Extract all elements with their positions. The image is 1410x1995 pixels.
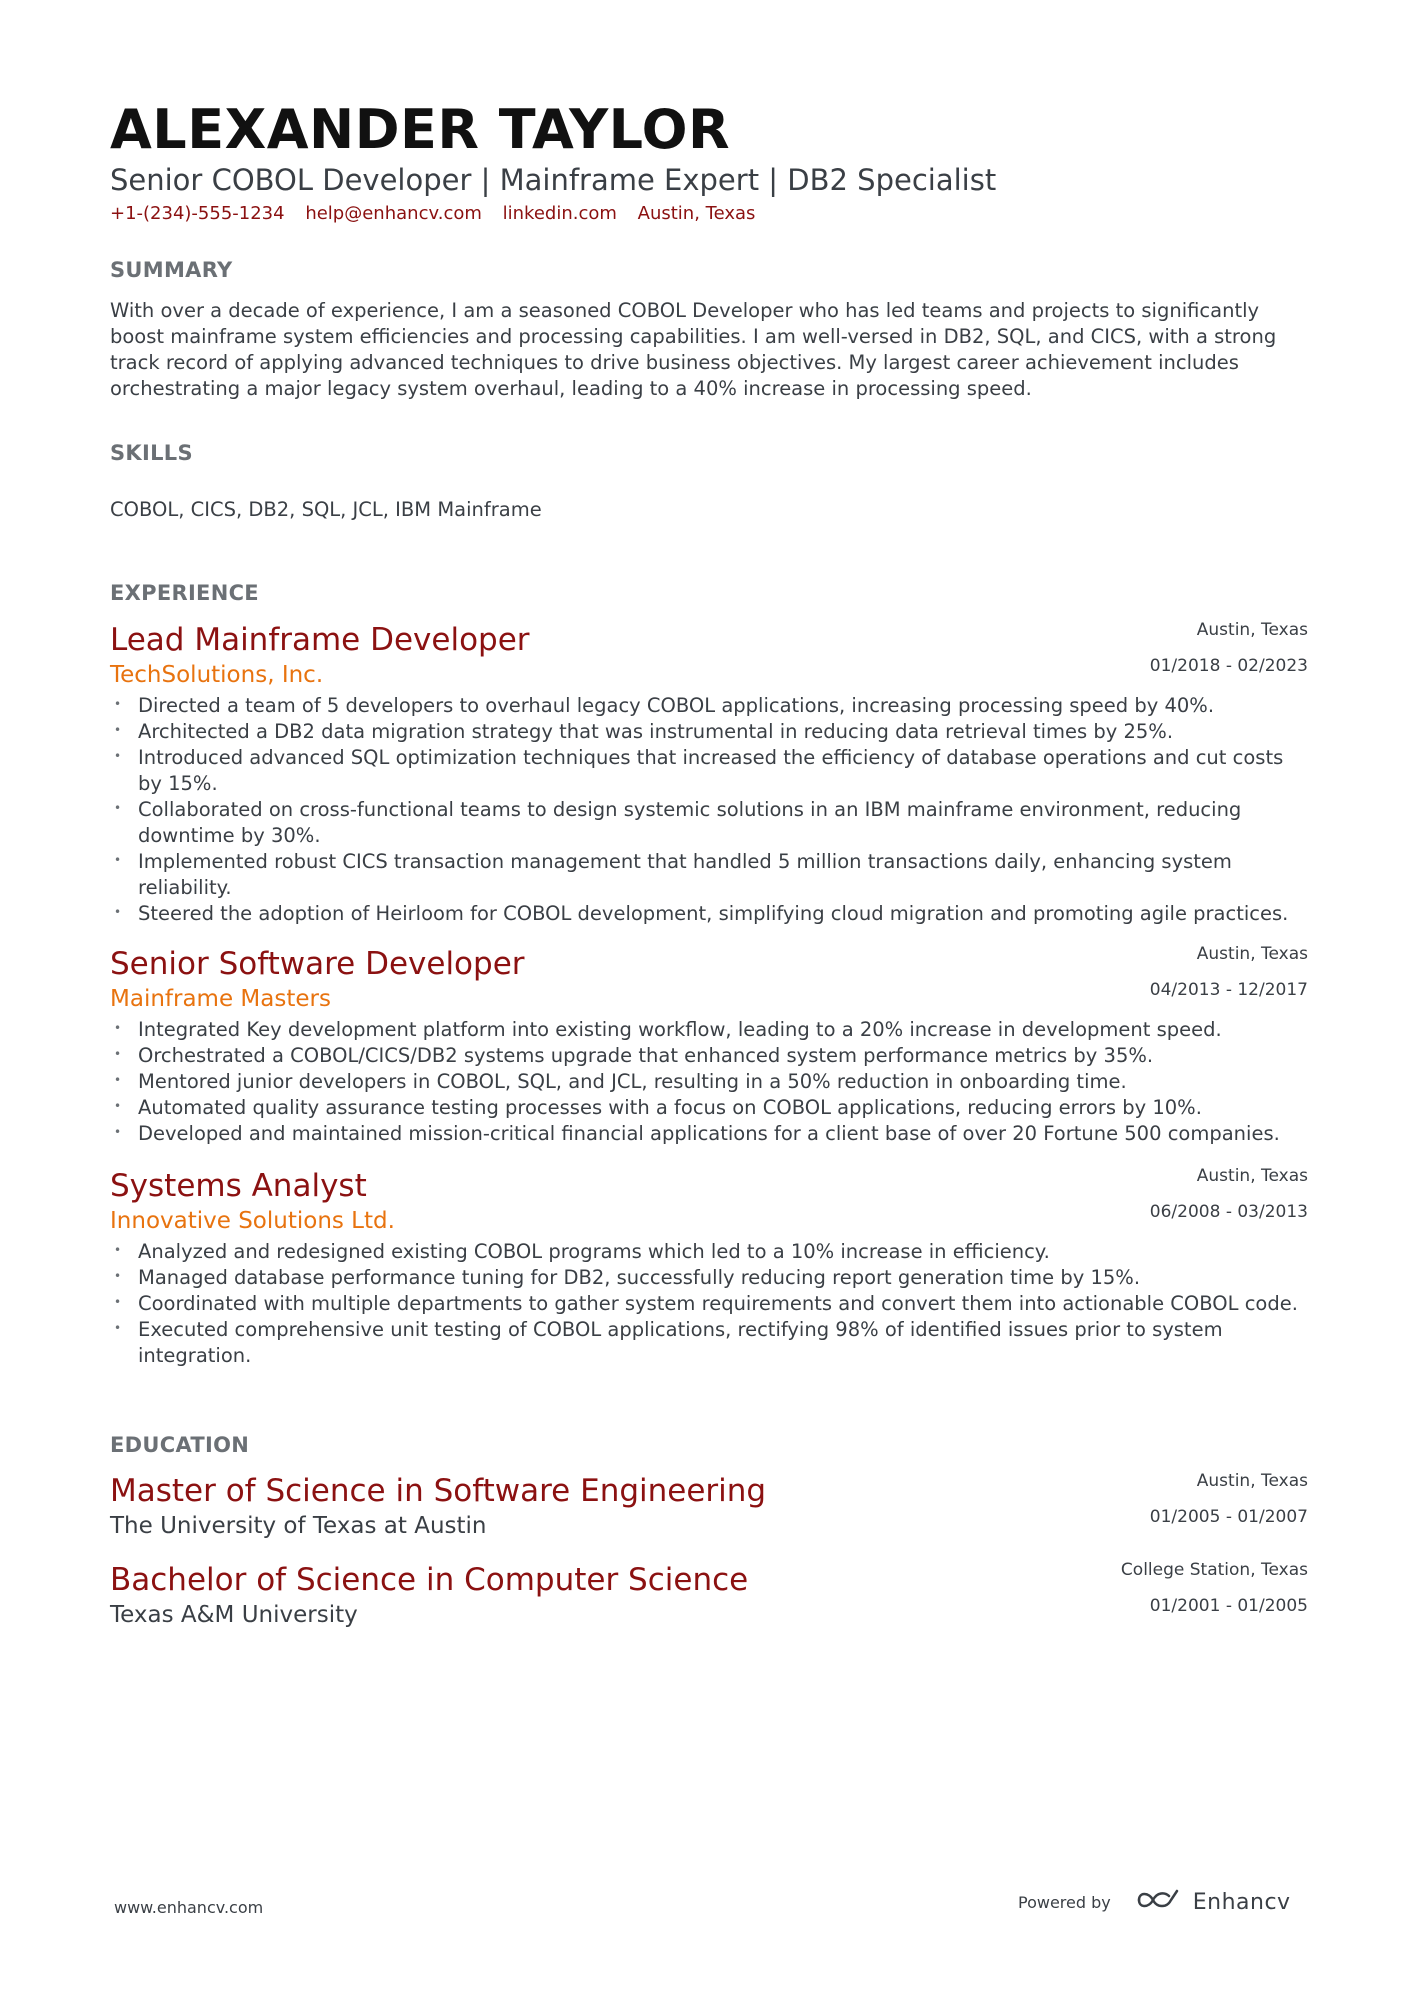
summary-heading: SUMMARY: [110, 258, 233, 282]
job-bullets: [110, 1017, 1308, 1147]
bullet-item: • Automated quality assurance testing processes with a focus on COBOL applications, reducing errors by 10%.: [110, 1095, 1308, 1121]
bullet-item: • Developed and maintained mission-critical financial applications for a client base of over 20 Fortune 500 companies.: [110, 1121, 1308, 1147]
job-location: Austin, Texas: [1196, 1166, 1308, 1186]
bullet-item: • Implemented robust CICS transaction management that handled 5 million transactions daily, enhancing system reliability.: [110, 849, 1308, 901]
education-entry: [110, 1560, 1308, 1630]
job-location: Austin, Texas: [1196, 944, 1308, 964]
job-dates: 01/2018 - 02/2023: [1149, 656, 1308, 676]
experience-heading: EXPERIENCE: [110, 581, 259, 605]
footer-branding: [1018, 1888, 1291, 1916]
headline: Senior COBOL Developer | Mainframe Expert | DB2 Specialist: [110, 163, 997, 197]
contact-bar: [110, 201, 770, 227]
bullet-item: • Steered the adoption of Heirloom for COBOL development, simplifying cloud migration and promoting agile practices.: [110, 901, 1308, 927]
skills-list: COBOL, CICS, DB2, SQL, JCL, IBM Mainframe: [110, 498, 542, 521]
experience-entry: [110, 620, 1308, 927]
bullet-item: • Introduced advanced SQL optimization techniques that increased the efficiency of database operations and cut costs by 15%.: [110, 745, 1308, 797]
job-location: Austin, Texas: [1196, 620, 1308, 640]
education-heading: EDUCATION: [110, 1433, 250, 1457]
job-title: Lead Mainframe Developer: [110, 622, 530, 658]
education-location: Austin, Texas: [1196, 1471, 1308, 1491]
skills-heading: SKILLS: [110, 441, 193, 465]
summary-text: With over a decade of experience, I am a seasoned COBOL Developer who has led teams and projects to significantly boost mainframe system efficiencies and processing capabilities. I am well-versed in DB2, SQL, and CICS, with a strong track record of applying advanced techniques to drive business objectives. My largest career achievement includes orchestrating a major legacy system overhaul, leading to a 40% increase in processing speed.: [110, 299, 1277, 400]
company-name: Innovative Solutions Ltd.: [110, 1208, 395, 1234]
job-dates: 04/2013 - 12/2017: [1149, 980, 1308, 1000]
bullet-item: • Coordinated with multiple departments to gather system requirements and convert them into actionable COBOL code.: [110, 1291, 1308, 1317]
bullet-item: • Mentored junior developers in COBOL, SQL, and JCL, resulting in a 50% reduction in onboarding time.: [110, 1069, 1308, 1095]
job-title: Senior Software Developer: [110, 946, 525, 982]
education-entry: [110, 1471, 1308, 1541]
candidate-name: ALEXANDER TAYLOR: [110, 98, 731, 161]
education-location: College Station, Texas: [1120, 1560, 1308, 1580]
enhancv-logo-icon: [1137, 1888, 1183, 1916]
school-name: Texas A&M University: [110, 1602, 358, 1628]
powered-by-label: Powered by: [1018, 1892, 1111, 1912]
school-name: The University of Texas at Austin: [110, 1513, 487, 1539]
footer-website[interactable]: www.enhancv.com: [114, 1898, 264, 1917]
resume-page: [110, 0, 1308, 1995]
bullet-item: • Architected a DB2 data migration strategy that was instrumental in reducing data retrieval times by 25%.: [110, 719, 1308, 745]
contact-linkedin[interactable]: linkedin.com: [502, 203, 617, 224]
company-name: Mainframe Masters: [110, 986, 331, 1012]
enhancv-logo-text: Enhancv: [1192, 1889, 1291, 1915]
bullet-item: • Integrated Key development platform into existing workflow, leading to a 20% increase in development speed.: [110, 1017, 1308, 1043]
degree-title: Bachelor of Science in Computer Science: [110, 1562, 749, 1598]
education-dates: 01/2001 - 01/2005: [1149, 1596, 1308, 1616]
degree-title: Master of Science in Software Engineering: [110, 1473, 767, 1509]
bullet-item: • Orchestrated a COBOL/CICS/DB2 systems upgrade that enhanced system performance metrics by 35%.: [110, 1043, 1308, 1069]
bullet-item: • Collaborated on cross-functional teams to design systemic solutions in an IBM mainframe environment, reducing downtime by 30%.: [110, 797, 1308, 849]
job-title: Systems Analyst: [110, 1168, 367, 1204]
job-bullets: [110, 1239, 1308, 1369]
bullet-item: • Directed a team of 5 developers to overhaul legacy COBOL applications, increasing processing speed by 40%.: [110, 693, 1308, 719]
contact-location: Austin, Texas: [637, 203, 756, 224]
contact-email[interactable]: help@enhancv.com: [305, 203, 482, 224]
bullet-item: • Analyzed and redesigned existing COBOL programs which led to a 10% increase in efficiency.: [110, 1239, 1308, 1265]
experience-entry: [110, 944, 1308, 1147]
bullet-item: • Executed comprehensive unit testing of COBOL applications, rectifying 98% of identified issues prior to system integration.: [110, 1317, 1308, 1369]
job-dates: 06/2008 - 03/2013: [1149, 1202, 1308, 1222]
company-name: TechSolutions, Inc.: [110, 662, 324, 688]
contact-phone[interactable]: +1-(234)-555-1234: [110, 203, 285, 224]
bullet-item: • Managed database performance tuning for DB2, successfully reducing report generation time by 15%.: [110, 1265, 1308, 1291]
experience-entry: [110, 1166, 1308, 1369]
job-bullets: [110, 693, 1308, 927]
education-dates: 01/2005 - 01/2007: [1149, 1507, 1308, 1527]
